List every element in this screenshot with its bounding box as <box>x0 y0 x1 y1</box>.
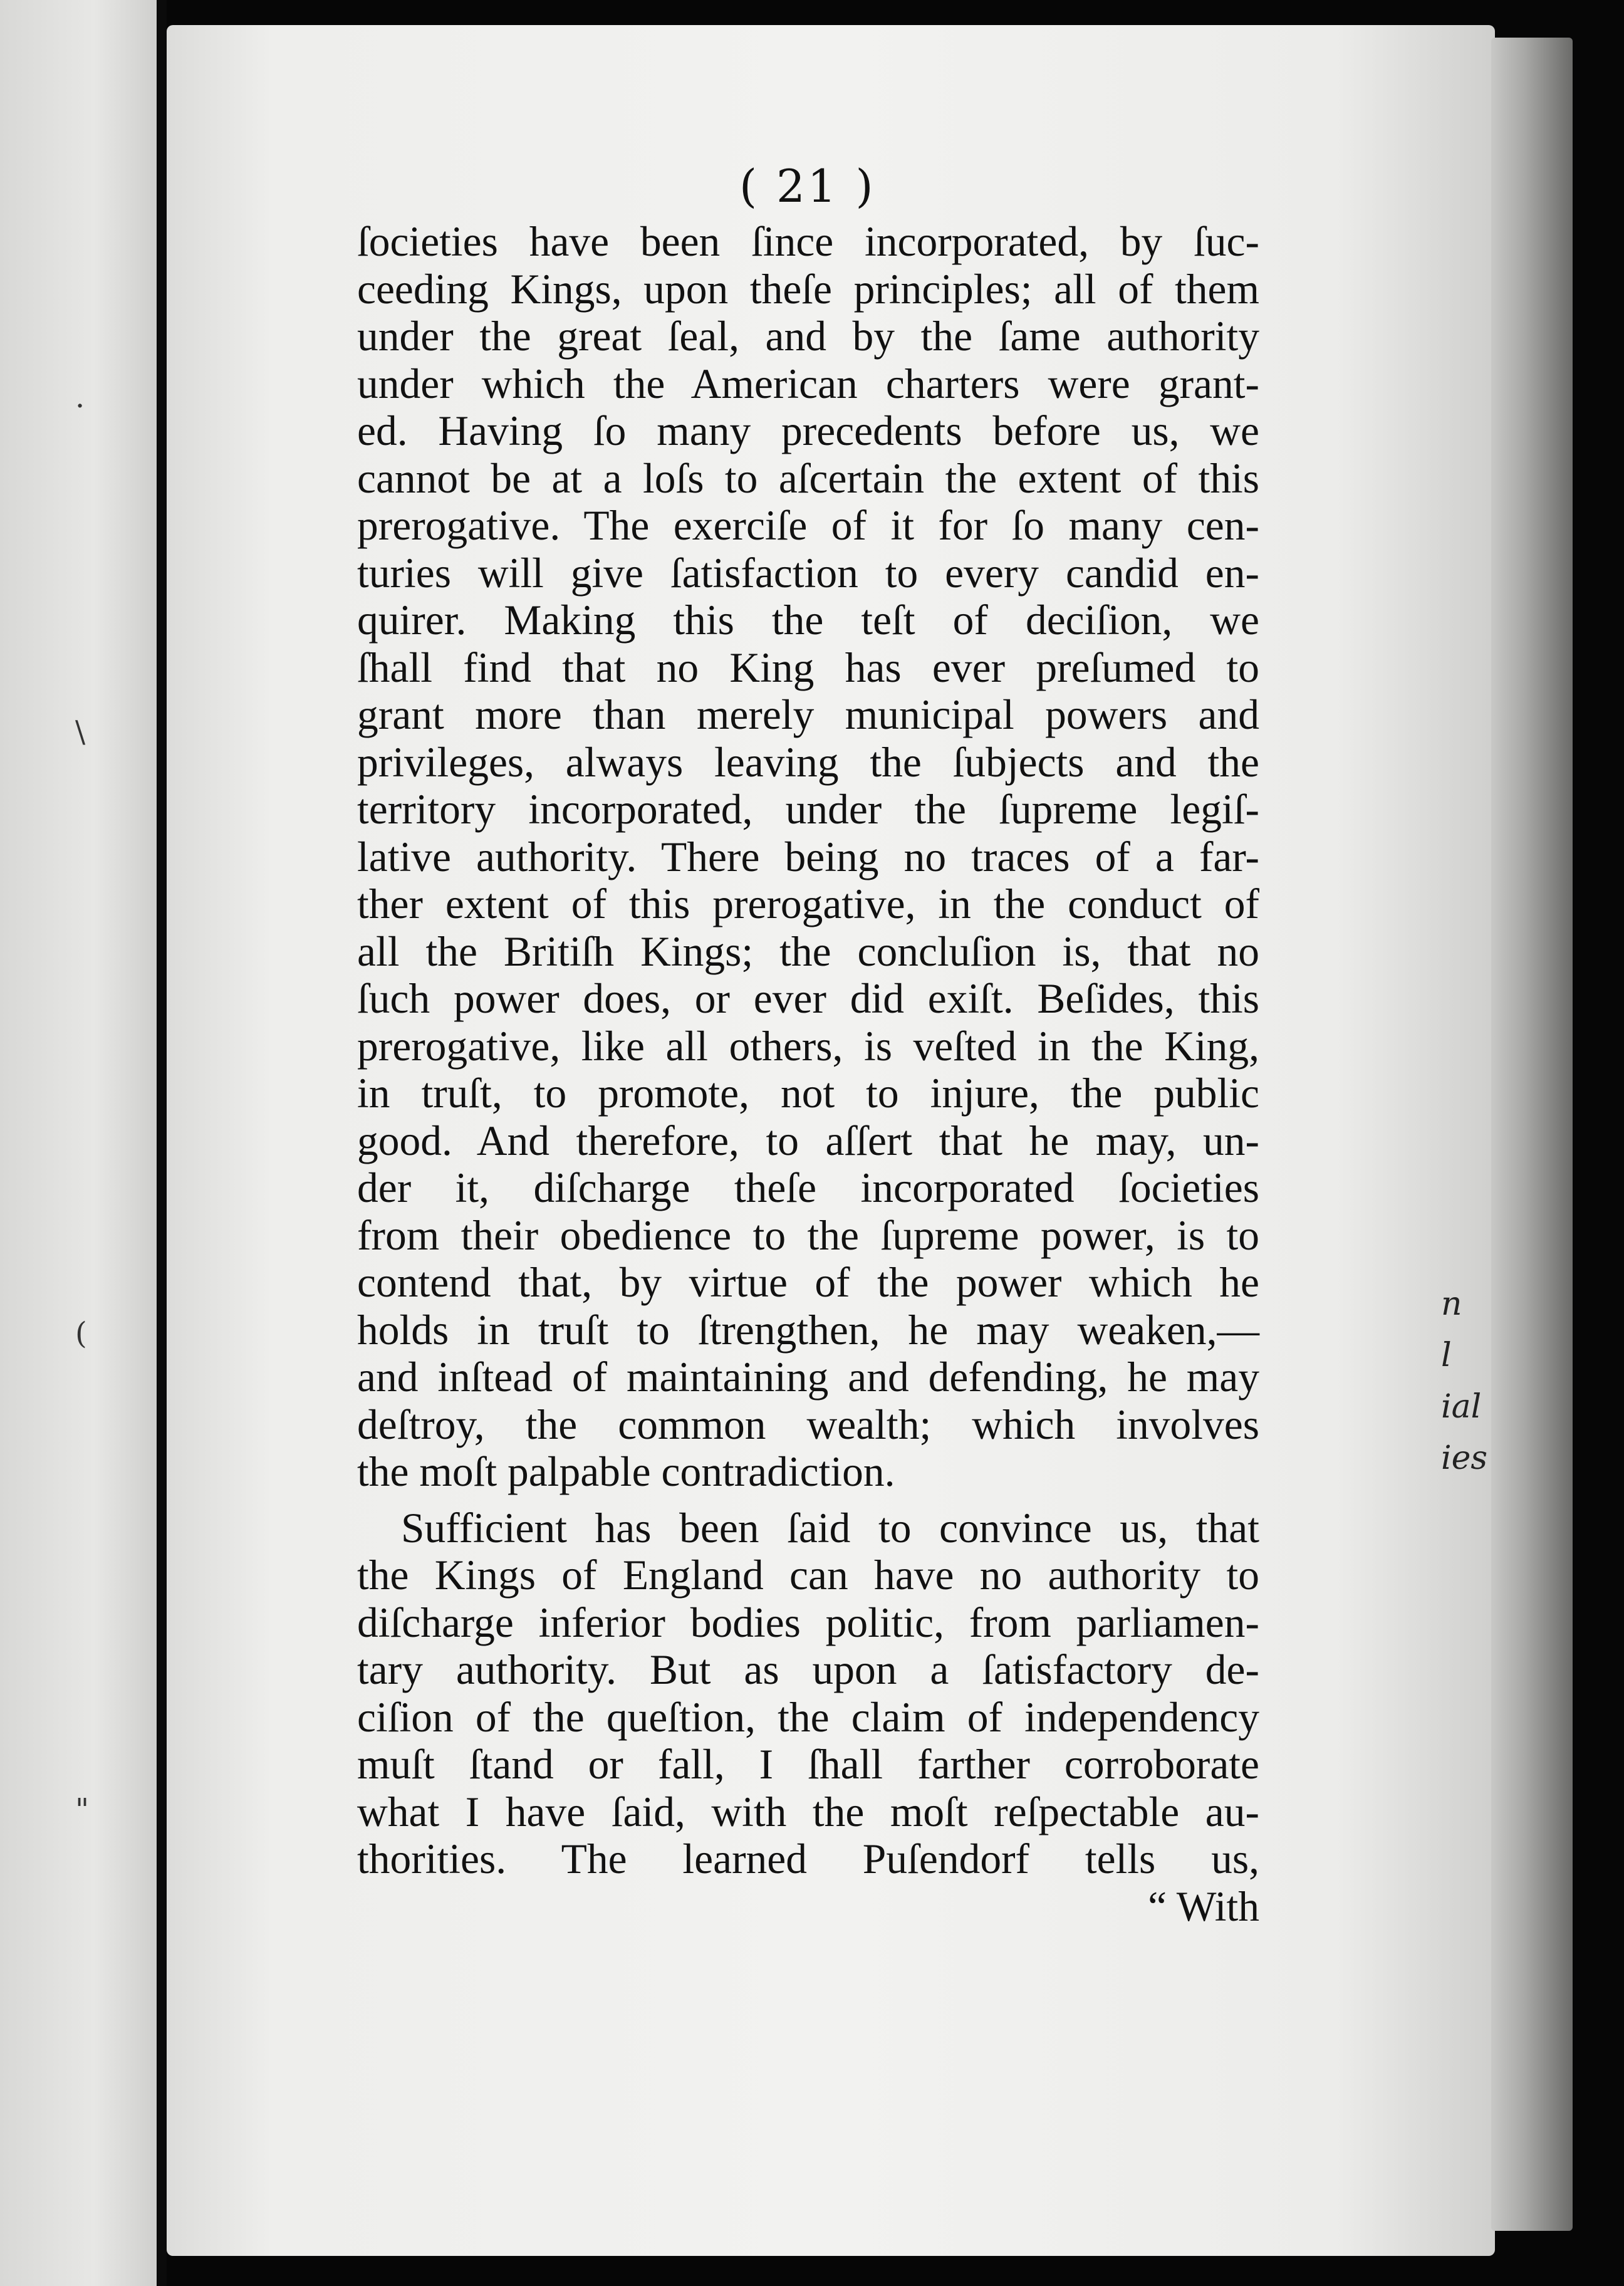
text-line: the Kings of England can have no authority to <box>357 1552 1259 1599</box>
text-line: deſtroy, the common wealth; which involves <box>357 1401 1259 1448</box>
text-line: in truſt, to promote, not to injure, the public <box>357 1070 1259 1117</box>
text-line: diſcharge inferior bodies politic, from parliamen- <box>357 1599 1259 1646</box>
text-line: and inſtead of maintaining and defending, he may <box>357 1354 1259 1401</box>
margin-annotations <box>1441 1278 1516 1484</box>
gutter-shadow <box>158 0 167 2286</box>
margin-note: l <box>1441 1337 1452 1374</box>
text-line: quirer. Making this the teſt of deciſion, we <box>357 597 1259 644</box>
facing-page-marks: · \ ( " <box>75 389 90 1827</box>
facing-page-edge <box>0 0 157 2286</box>
text-line: from their obedience to the ſupreme power, is to <box>357 1211 1259 1259</box>
text-line: what I have ſaid, with the moſt reſpectable au- <box>357 1788 1259 1835</box>
text-line: holds in truſt to ſtrengthen, he may weaken,— <box>357 1306 1259 1354</box>
text-line: under which the American charters were grant- <box>357 360 1259 407</box>
margin-note: ial <box>1441 1388 1482 1426</box>
text-line: ciſion of the queſtion, the claim of independency <box>357 1693 1259 1741</box>
margin-note: n <box>1441 1285 1462 1323</box>
body-text <box>357 218 1259 1930</box>
text-line: ther extent of this prerogative, in the conduct of <box>357 880 1259 927</box>
text-line: ed. Having ſo many precedents before us, we <box>357 407 1259 454</box>
text-line: privileges, always leaving the ſubjects and the <box>357 738 1259 786</box>
text-line: all the Britiſh Kings; the concluſion is, that no <box>357 927 1259 975</box>
text-line: cannot be at a loſs to aſcertain the extent of this <box>357 454 1259 502</box>
catchword: “ With <box>1148 1882 1259 1930</box>
margin-note: ies <box>1441 1439 1488 1477</box>
text-line: ceeding Kings, upon theſe principles; all of them <box>357 265 1259 313</box>
text-line: the moſt palpable contradiction. <box>357 1448 895 1495</box>
text-line: prerogative, like all others, is veſted in the King, <box>357 1022 1259 1070</box>
text-line: turies will give ſatisfaction to every candid en- <box>357 549 1259 597</box>
text-line: muſt ſtand or fall, I ſhall farther corroborate <box>357 1741 1259 1788</box>
page-number: ( 21 ) <box>739 160 876 212</box>
text-line: thorities. The learned Puſendorf tells us, <box>357 1835 1259 1882</box>
text-line: ſhall find that no King has ever preſumed to <box>357 644 1259 691</box>
text-line: under the great ſeal, and by the ſame authority <box>357 313 1259 360</box>
text-line: der it, diſcharge theſe incorporated ſocieties <box>357 1164 1259 1211</box>
text-line: lative authority. There being no traces of a far- <box>357 833 1259 880</box>
text-line: territory incorporated, under the ſupreme legiſ- <box>357 786 1259 833</box>
text-line: ſocieties have been ſince incorporated, by ſuc- <box>357 218 1259 265</box>
text-line: prerogative. The exerciſe of it for ſo many cen- <box>357 502 1259 549</box>
page-stack-edge <box>1491 38 1573 2231</box>
text-line: tary authority. But as upon a ſatisfactory de- <box>357 1646 1259 1693</box>
text-line: Sufficient has been ſaid to convince us, that <box>401 1504 1259 1552</box>
text-line: ſuch power does, or ever did exiſt. Beſides, this <box>357 975 1259 1022</box>
text-line: contend that, by virtue of the power which he <box>357 1259 1259 1306</box>
text-line: good. And therefore, to aſſert that he may, un- <box>357 1117 1259 1164</box>
text-line: grant more than merely municipal powers and <box>357 691 1259 738</box>
